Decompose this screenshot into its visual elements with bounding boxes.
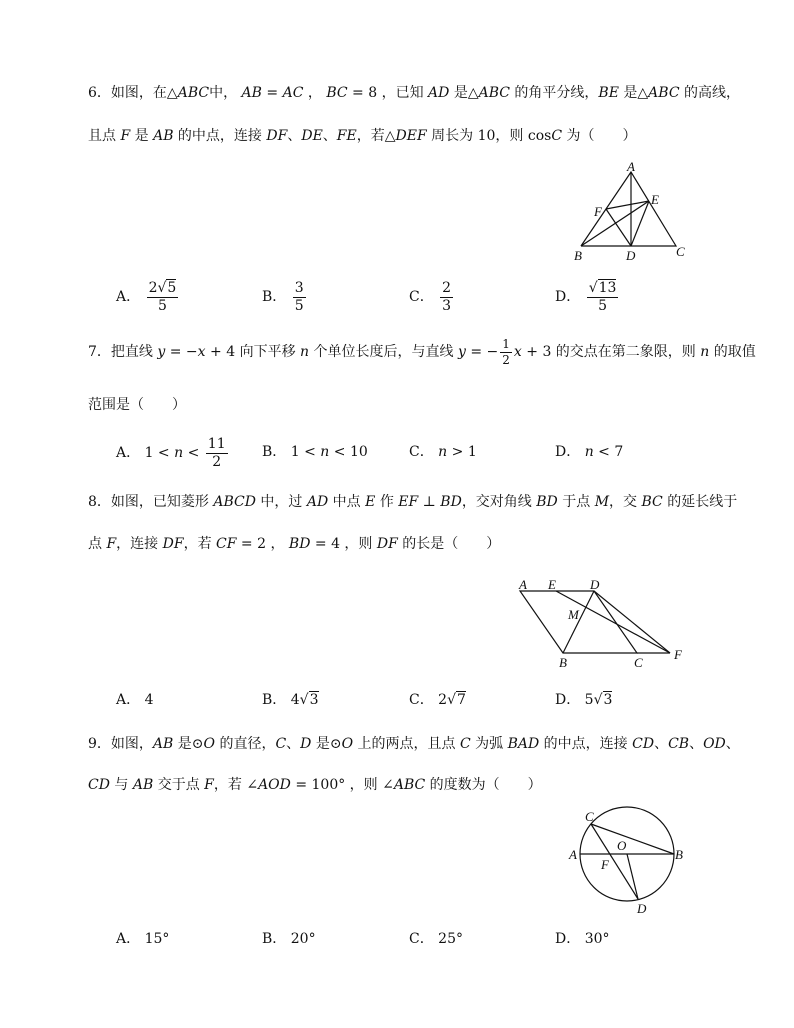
segment-cb [591, 824, 674, 854]
option-d: D． n < 7 [555, 444, 624, 460]
option-c: C． 2√7 [409, 692, 466, 708]
label-f: F [601, 857, 609, 872]
rhombus-figure [510, 575, 695, 670]
option-d: D． $\frac{√13}{5}$ [555, 280, 617, 314]
question-line: 且点 F 是 AB 的中点，连接 DF、DE、FE，若△DEF 周长为 10，则 cosC 为（ ） [88, 128, 637, 144]
label-d: D [626, 248, 636, 263]
option-c: C． $\frac{2}{3}$ [409, 280, 452, 314]
label-d: D [637, 901, 647, 916]
option-a: A． 1 < n < $\frac{11}{2}$ [116, 436, 226, 470]
option-a: A． 15° [116, 931, 170, 947]
label-a: A [569, 847, 577, 862]
option-b: B． 4√3 [262, 692, 319, 708]
option-a: A． 4 [116, 692, 154, 708]
circle-figure [565, 805, 695, 920]
label-o: O [617, 838, 627, 853]
question-line: 9．如图，AB 是⊙O 的直径，C、D 是⊙O 上的两点，且点 C 为弧 BAD 的中点，连接 CD、CB、OD、 [88, 736, 740, 752]
label-d: D [590, 577, 600, 592]
option-d: D． 5√3 [555, 692, 613, 708]
option-c: C． n > 1 [409, 444, 477, 460]
label-c: C [585, 809, 594, 824]
option-a: A． $\frac{2√5}{5}$ [116, 280, 177, 314]
label-c: C [676, 244, 685, 259]
label-b: B [675, 847, 683, 862]
option-b: B． 1 < n < 10 [262, 444, 368, 460]
option-b: B． $\frac{3}{5}$ [262, 280, 304, 314]
question-line: CD 与 AB 交于点 F，若 ∠AOD = 100° ，则 ∠ABC 的度数为（ ） [88, 777, 542, 793]
label-f: F [594, 204, 602, 219]
question-line: 7．把直线 y = −x + 4 向下平移 n 个单位长度后，与直线 y = − $\frac{1}{2}$ x + 3 的交点在第二象限，则 n 的取值 [88, 337, 756, 367]
label-f: F [674, 647, 682, 662]
segment-cd [591, 824, 638, 899]
label-b: B [574, 248, 582, 263]
option-c: C． 25° [409, 931, 463, 947]
triangle-figure [570, 160, 690, 265]
label-m: M [568, 607, 579, 622]
label-c: C [634, 655, 643, 670]
label-e: E [651, 192, 659, 207]
label-b: B [559, 655, 567, 670]
question-line: 8．如图，已知菱形 ABCD 中，过 AD 中点 E 作 EF ⊥ BD，交对角线 BD 于点 M，交 BC 的延长线于 [88, 494, 738, 510]
diagonal-bd [563, 591, 594, 653]
label-a: A [519, 577, 527, 592]
question-line: 点 F，连接 DF，若 CF = 2 ， BD = 4 ，则 DF 的长是（ ） [88, 536, 501, 552]
question-line: 范围是（ ） [88, 397, 186, 413]
question-line: 6．如图，在△ABC中， AB = AC ， BC = 8 ，已知 AD 是△ABC 的角平分线，BE 是△ABC 的高线， [88, 85, 740, 101]
option-d: D． 30° [555, 931, 610, 947]
segment-od [627, 854, 638, 899]
segment-df [594, 591, 670, 653]
label-e: E [548, 577, 556, 592]
segment-ef [556, 591, 670, 653]
option-b: B． 20° [262, 931, 316, 947]
label-a: A [627, 159, 635, 174]
segment-de [631, 201, 649, 246]
